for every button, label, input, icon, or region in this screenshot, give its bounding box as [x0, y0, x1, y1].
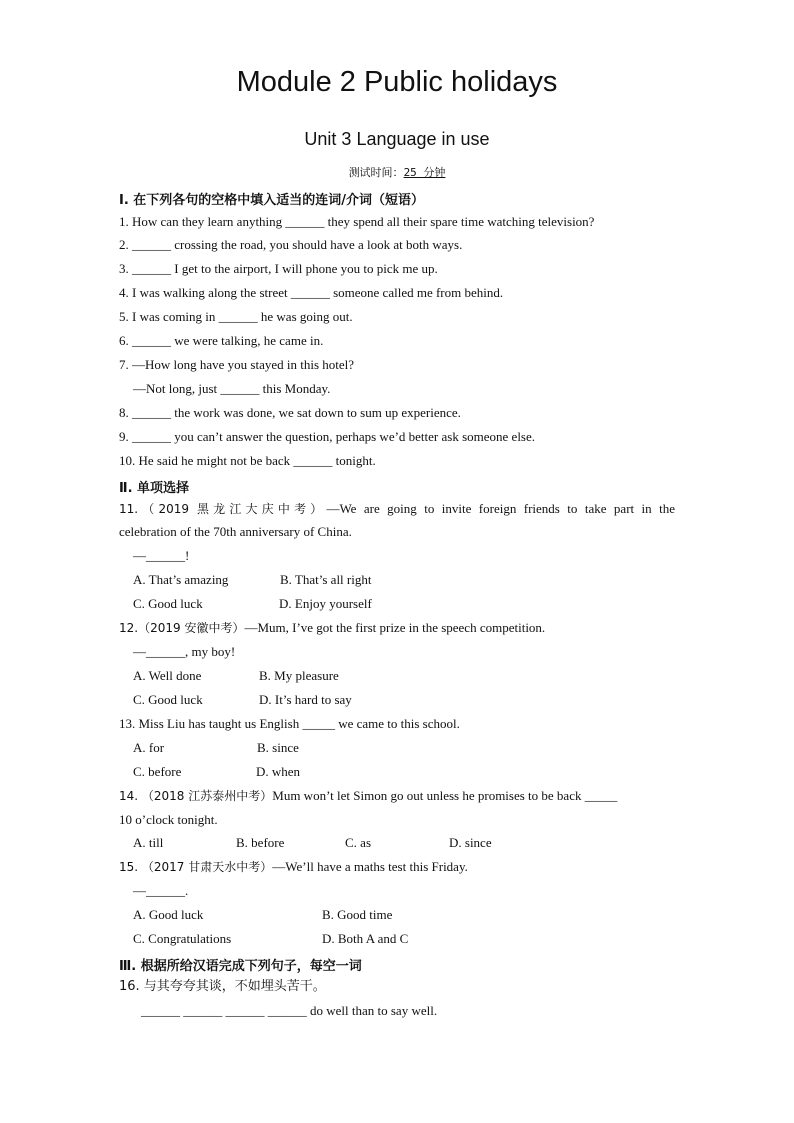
question-5: 5. I was coming in ______ he was going out.: [119, 309, 353, 324]
q13-option-b: B. since: [257, 740, 299, 755]
question-2: 2. ______ crossing the road, you should have a look at both ways.: [119, 237, 463, 252]
section-1-heading: Ⅰ. 在下列各句的空格中填入适当的连词/介词（短语）: [119, 193, 425, 208]
question-12-reply: —______, my boy!: [133, 644, 236, 659]
section-3-heading: Ⅲ. 根据所给汉语完成下列句子，每空一词: [119, 959, 362, 974]
question-15-reply: —______.: [133, 883, 189, 898]
q14-option-d: D. since: [449, 835, 492, 850]
q15-option-b: B. Good time: [322, 907, 393, 922]
test-time-label: 测试时间：: [348, 166, 404, 179]
section-2-heading: Ⅱ. 单项选择: [119, 481, 190, 496]
page-title: Module 2 Public holidays: [236, 66, 558, 98]
question-1: 1. How can they learn anything ______ they spend all their spare time watching television?: [119, 214, 595, 229]
question-4: 4. I was walking along the street ______ someone called me from behind.: [119, 285, 504, 300]
question-16-chinese: 16. 与其夸夸其谈，不如埋头苦干。: [119, 979, 326, 994]
question-15: [119, 859, 468, 875]
q13-option-a: A. for: [133, 740, 165, 755]
question-11-text: —We are going to invite foreign friends to take part in the: [326, 501, 675, 516]
q12-option-b: B. My pleasure: [259, 668, 339, 683]
q12-option-d: D. It’s hard to say: [259, 692, 352, 707]
question-15-text: —We’ll have a maths test this Friday.: [272, 859, 468, 874]
question-9: 9. ______ you can’t answer the question, perhaps we’d better ask someone else.: [119, 429, 536, 444]
question-16-english: ______ ______ ______ ______ do well than to say well.: [141, 1003, 438, 1018]
q14-option-b: B. before: [236, 835, 285, 850]
question-12: [119, 620, 545, 636]
question-12-source: 12.（2019 安徽中考）: [119, 621, 245, 635]
question-11-source: 11.（2019 黑龙江大庆中考）: [119, 502, 327, 516]
test-time-value: 25 分钟: [403, 166, 446, 179]
question-11: [119, 501, 675, 517]
q13-option-c: C. before: [133, 764, 182, 779]
q11-option-d: D. Enjoy yourself: [279, 596, 372, 611]
question-7-reply: —Not long, just ______ this Monday.: [133, 381, 331, 396]
question-3: 3. ______ I get to the airport, I will phone you to pick me up.: [119, 261, 438, 276]
q15-option-d: D. Both A and C: [322, 931, 409, 946]
q12-option-a: A. Well done: [133, 668, 202, 683]
question-15-source: 15. （2017 甘肃天水中考）: [119, 860, 273, 874]
question-14-text-cont: 10 o’clock tonight.: [119, 812, 218, 827]
question-8: 8. ______ the work was done, we sat down to sum up experience.: [119, 405, 461, 420]
question-13: 13. Miss Liu has taught us English _____ we came to this school.: [119, 716, 460, 731]
q11-option-c: C. Good luck: [133, 596, 203, 611]
q11-option-b: B. That’s all right: [280, 572, 372, 587]
q14-option-c: C. as: [345, 835, 371, 850]
question-6: 6. ______ we were talking, he came in.: [119, 333, 324, 348]
question-7: 7. —How long have you stayed in this hotel?: [119, 357, 355, 372]
question-10: 10. He said he might not be back ______ tonight.: [119, 453, 376, 468]
question-14: [119, 788, 617, 804]
q14-option-a: A. till: [133, 835, 164, 850]
page-subtitle: Unit 3 Language in use: [304, 129, 490, 149]
question-14-text: Mum won’t let Simon go out unless he promises to be back _____: [272, 788, 618, 803]
question-14-source: 14. （2018 江苏泰州中考）: [119, 789, 273, 803]
q11-option-a: A. That’s amazing: [133, 572, 229, 587]
q12-option-c: C. Good luck: [133, 692, 203, 707]
question-12-text: —Mum, I’ve got the first prize in the speech competition.: [244, 620, 546, 635]
q13-option-d: D. when: [256, 764, 301, 779]
question-11-text-cont: celebration of the 70th anniversary of China.: [119, 524, 352, 539]
q15-option-a: A. Good luck: [133, 907, 204, 922]
q15-option-c: C. Congratulations: [133, 931, 232, 946]
test-time: [0, 164, 794, 180]
question-11-reply: —______!: [133, 548, 190, 563]
